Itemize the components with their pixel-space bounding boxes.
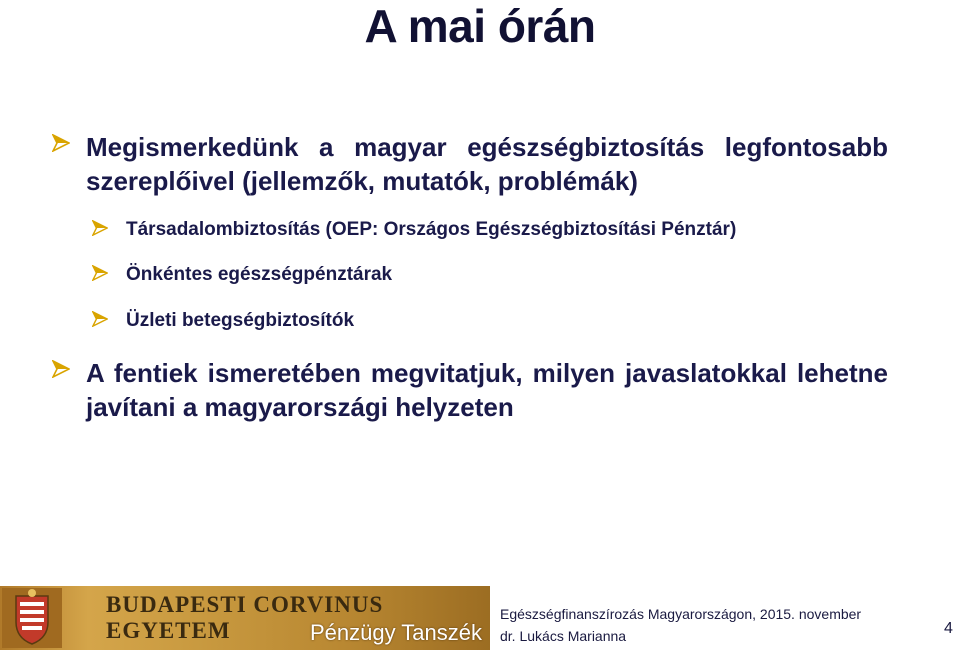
sub-bullet-text: Üzleti betegségbiztosítók <box>126 310 355 331</box>
arrow-bullet-icon <box>92 220 108 236</box>
university-crest-icon <box>2 588 62 648</box>
page-number: 4 <box>944 620 953 637</box>
author-label: dr. Lukács Marianna <box>500 628 627 644</box>
bullet-item <box>52 356 888 424</box>
sub-bullet-item <box>92 218 736 242</box>
arrow-bullet-icon <box>52 134 70 152</box>
arrow-bullet-icon <box>92 311 108 327</box>
course-label: Egészségfinanszírozás Magyarországon, 2015. november <box>500 606 862 622</box>
bullet-text: Megismerkedünk a magyar egészségbiztosítás legfontosabb szereplőivel (jellemzők, mutatók, problémák) <box>86 132 888 196</box>
sub-bullet-item <box>92 309 354 333</box>
sub-bullet-text: Társadalombiztosítás (OEP: Országos Egészségbiztosítási Pénztár) <box>126 219 737 240</box>
slide-title: A mai órán <box>364 0 596 52</box>
arrow-bullet-icon <box>92 265 108 281</box>
bullet-text: A fentiek ismeretében megvitatjuk, milyen javaslatokkal lehetne javítani a magyarországi helyzeten <box>86 358 888 422</box>
university-banner <box>0 586 490 650</box>
department-name: Pénzügy Tanszék <box>309 620 482 645</box>
arrow-bullet-icon <box>52 360 70 378</box>
sub-bullet-text: Önkéntes egészségpénztárak <box>126 264 393 285</box>
university-name: BUDAPESTI CORVINUS EGYETEM <box>106 592 384 643</box>
sub-bullet-item <box>92 263 392 287</box>
footer-info <box>500 603 861 647</box>
bullet-item <box>52 130 888 198</box>
